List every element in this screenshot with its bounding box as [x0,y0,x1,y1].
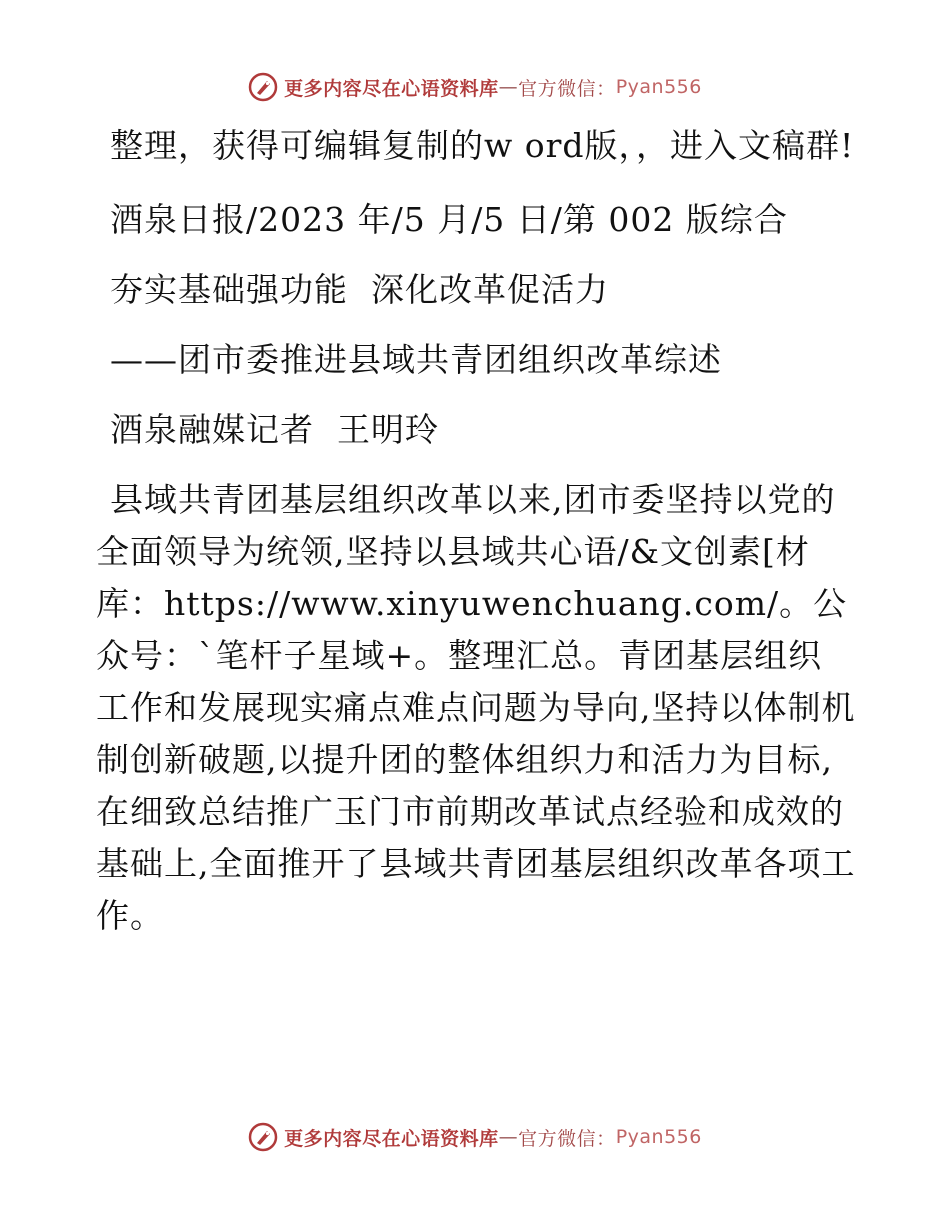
byline: 酒泉融媒记者 王明玲 [110,410,439,449]
footer-watermark-banner [0,1122,950,1152]
banner-wechat-label: 官方微信： [518,77,616,100]
pen-nib-logo-icon [248,1122,278,1152]
banner-brand: 更多内容尽在心语资料库 [284,77,499,100]
source-line: 酒泉日报/2023 年/5 月/5 日/第 002 版综合 [110,200,788,239]
document-content [96,120,856,942]
banner-dash: — [498,76,519,98]
banner-brand: 更多内容尽在心语资料库 [284,1127,499,1150]
banner-dash: — [498,1126,519,1148]
header-watermark-banner [0,72,950,102]
pen-nib-logo-icon [248,72,278,102]
intro-paragraph: 整理，获得可编辑复制的w ord版，，进入文稿群! [110,126,855,165]
banner-account: Pyan556 [615,1126,702,1148]
banner-wechat-label: 官方微信： [518,1127,616,1150]
subheadline: ——团市委推进县域共青团组织改革综述 [110,340,722,379]
banner-account: Pyan556 [615,76,702,98]
headline: 夯实基础强功能 深化改革促活力 [110,270,609,309]
body-paragraph: 县域共青团基层组织改革以来,团市委坚持以党的全面领导为统领,坚持以县域共心语/&文创素[材库：https://www.xinyuwenchuang.com/。公众号：`笔杆子星域+。整理汇总。青团基层组织工作和发展现实痛点难点问题为导向,坚持以体制机制创新破题,以提升团的整体组织力和活力为目标,在细致总结推广玉门市前期改革试点经验和成效的基础上,全面推开了县域共青团基层组织改革各项工作。 [96,480,856,935]
